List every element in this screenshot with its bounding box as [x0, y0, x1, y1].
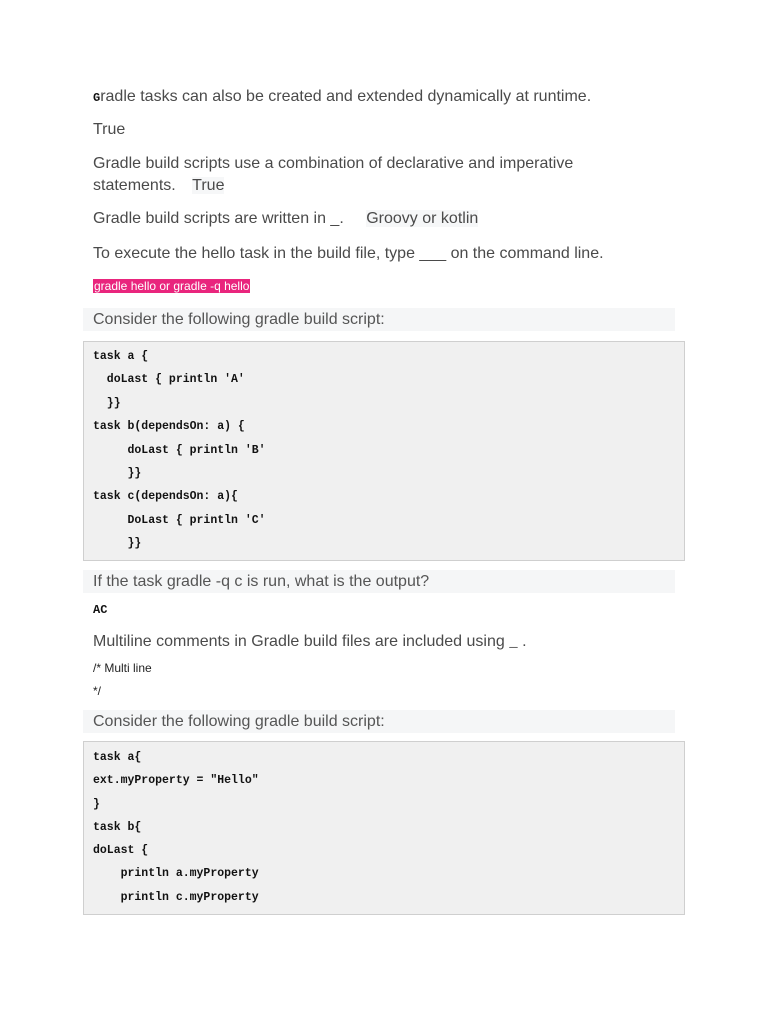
question-written-in	[93, 208, 478, 230]
answer-gradle-hello: gradle hello or gradle -q hello	[94, 279, 250, 293]
code-line: task c(dependsOn: a){	[93, 490, 238, 503]
code-line: println a.myProperty	[93, 867, 259, 880]
question-lead-letter: G	[93, 91, 101, 105]
question-multiline-comments	[93, 631, 527, 654]
code-line: task b{	[93, 821, 142, 834]
question-output: If the task gradle -q c is run, what is the output?	[93, 573, 430, 590]
question-period: .	[522, 633, 527, 650]
question-blank: _	[509, 635, 518, 651]
question-runtime-tasks	[93, 86, 591, 109]
answer-groovy-kotlin: Groovy or kotlin	[366, 210, 479, 227]
question-text: Gradle build scripts are written in _.	[93, 210, 344, 227]
code-line: task b(dependsOn: a) {	[93, 420, 245, 433]
code-line: }}	[93, 467, 142, 480]
code-line: println c.myProperty	[93, 891, 259, 904]
code-line: task a {	[93, 350, 149, 363]
answer-true-1: True	[93, 121, 126, 138]
code-line: }	[93, 798, 100, 811]
question-text: radle tasks can also be created and extended dynamically at runtime.	[100, 88, 592, 105]
question-bar-2	[83, 570, 675, 593]
code-block-1	[83, 341, 685, 561]
answer-comment-line2: */	[93, 684, 102, 698]
question-execute-hello: To execute the hello task in the build file, type ___ on the command line.	[93, 245, 604, 262]
answer-ac: AC	[93, 603, 108, 617]
question-consider-script-2: Consider the following gradle build script:	[93, 713, 385, 730]
question-declarative-line2	[93, 175, 224, 197]
code-line: task a{	[93, 751, 142, 764]
code-line: }}	[93, 537, 142, 550]
answer-true-2: True	[192, 177, 225, 194]
code-line: doLast { println 'B'	[93, 444, 266, 457]
question-text: statements.	[93, 177, 176, 194]
question-bar-3	[83, 710, 675, 733]
question-declarative-line1: Gradle build scripts use a combination of declarative and imperative	[93, 155, 574, 172]
answer-comment-line1: /* Multi line	[93, 661, 152, 675]
code-block-2	[83, 741, 685, 915]
question-bar-1	[83, 308, 675, 331]
code-line: DoLast { println 'C'	[93, 514, 266, 527]
question-text: Multiline comments in Gradle build files are included using	[93, 633, 505, 650]
code-line: doLast {	[93, 844, 149, 857]
code-line: ext.myProperty = "Hello"	[93, 774, 259, 787]
code-line: }}	[93, 397, 121, 410]
code-line: doLast { println 'A'	[93, 373, 245, 386]
question-consider-script-1: Consider the following gradle build script:	[93, 311, 385, 328]
